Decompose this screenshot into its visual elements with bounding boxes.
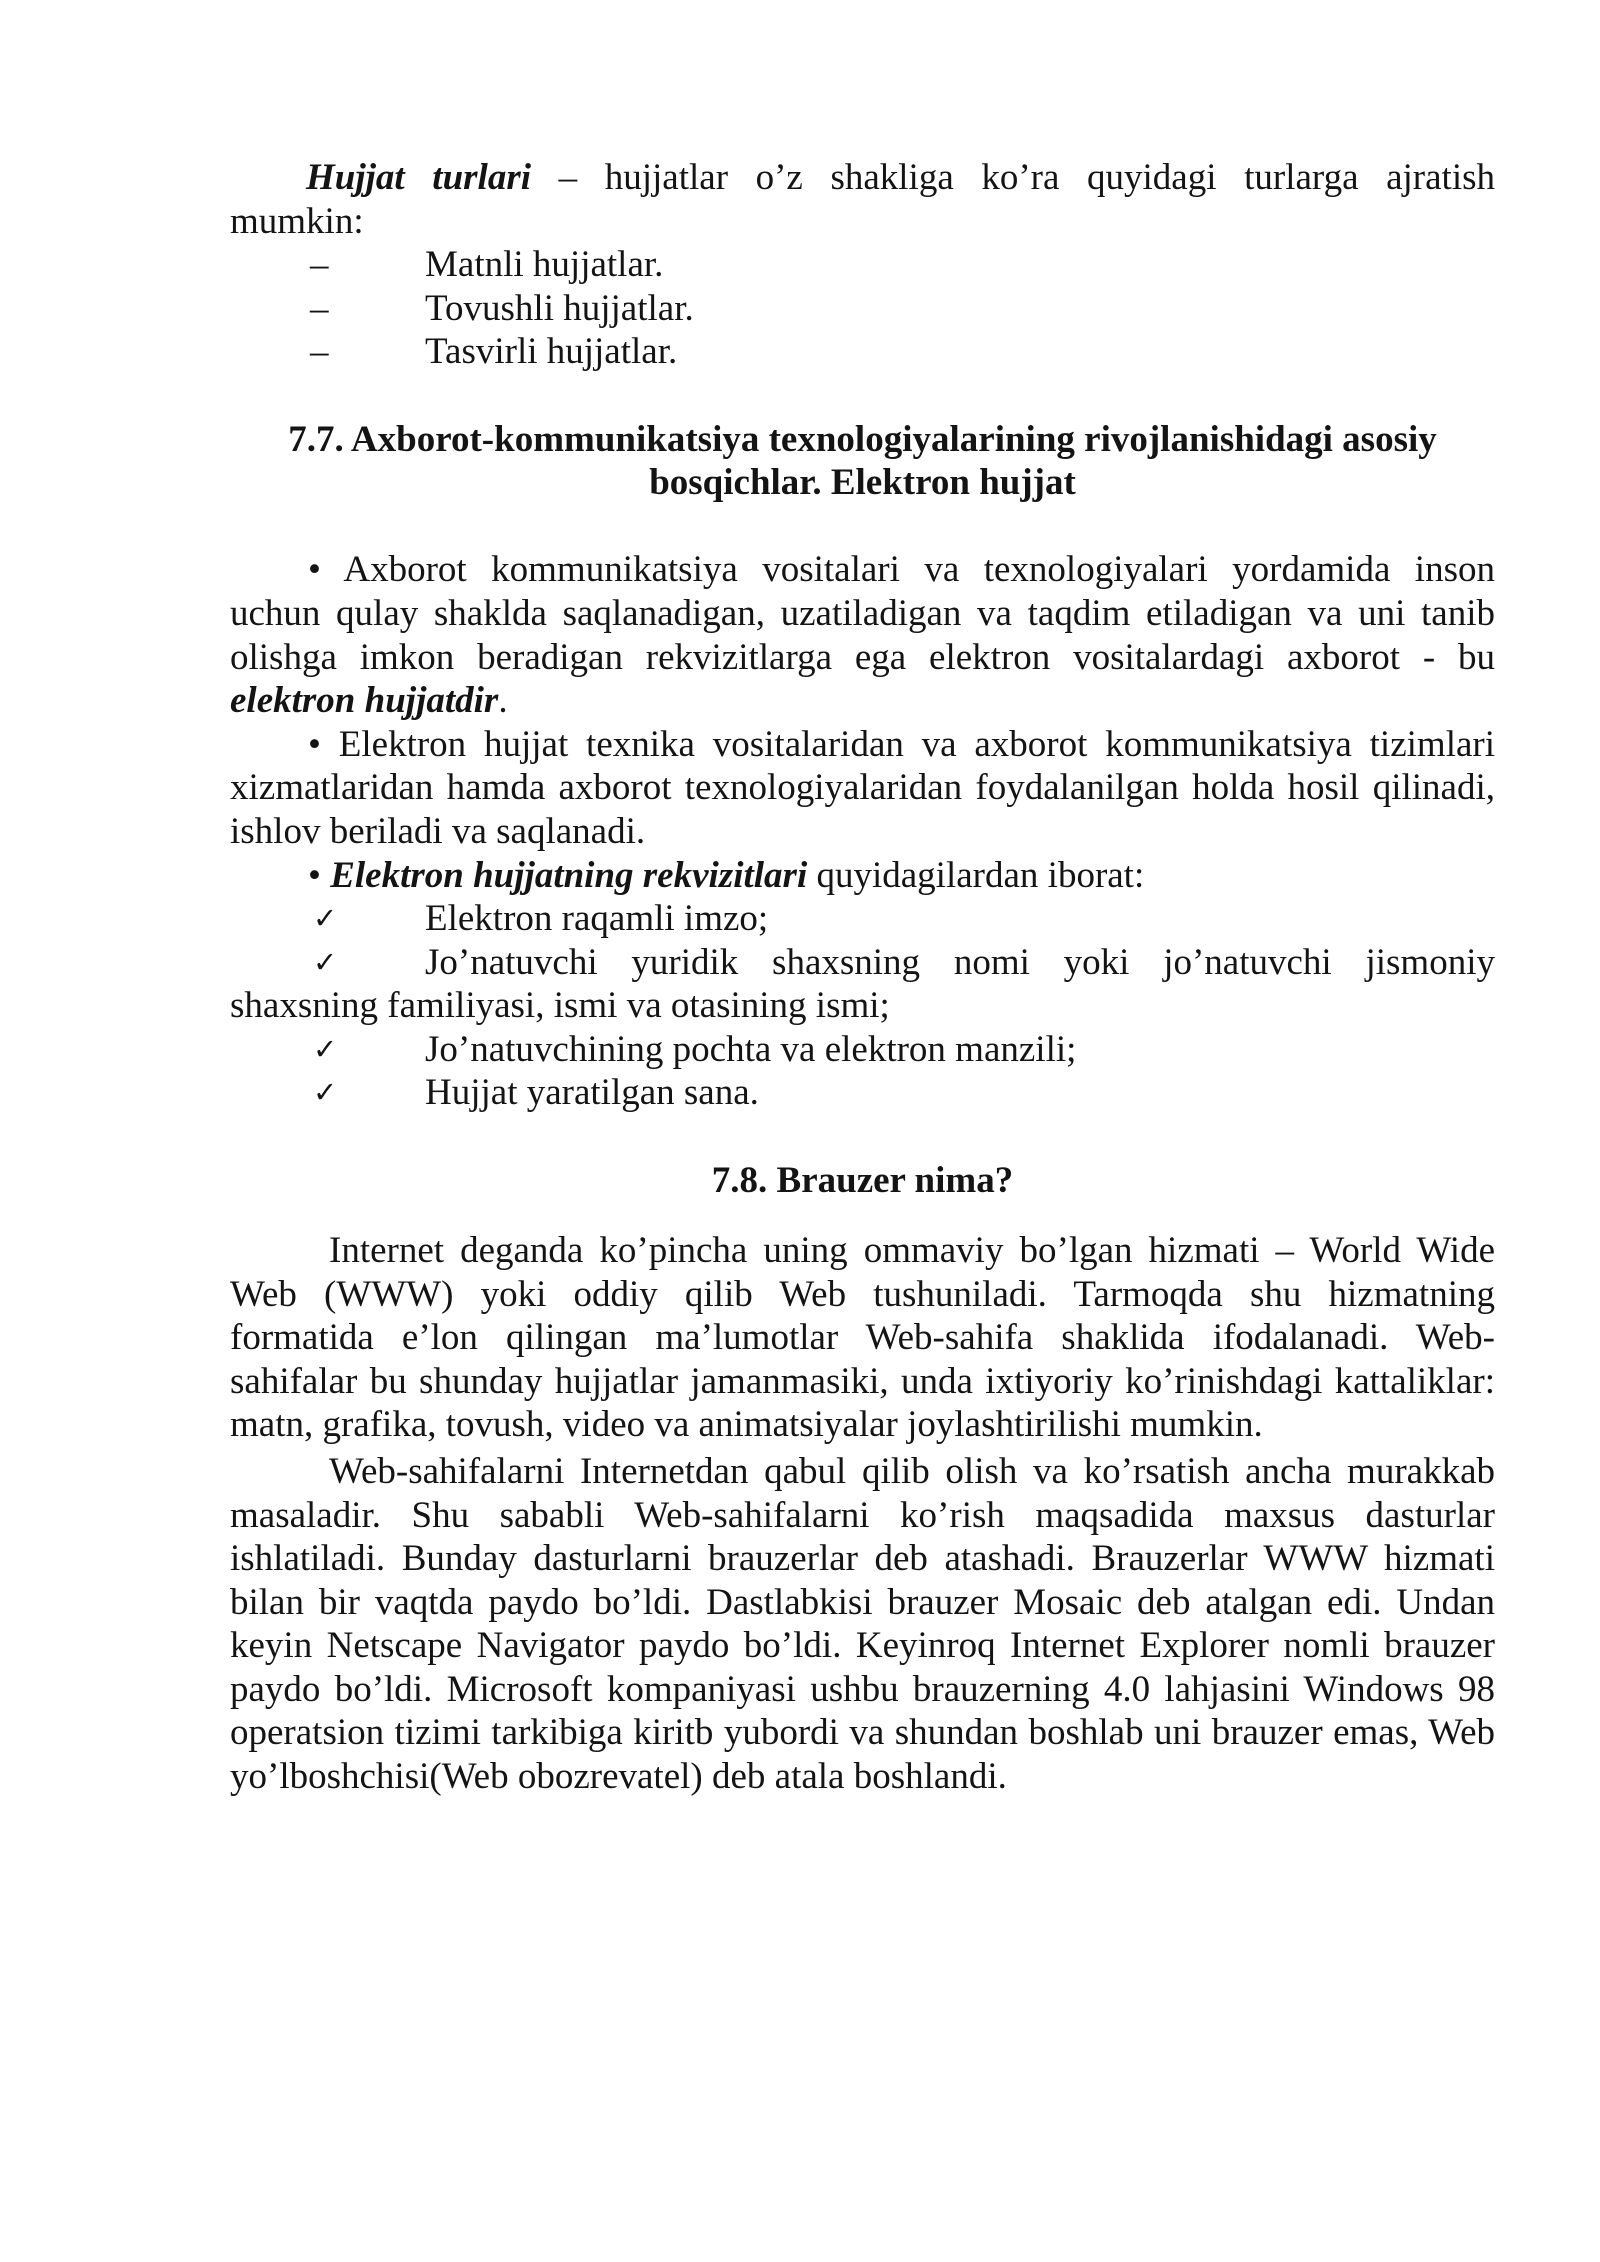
bullet-marker: • (308, 723, 321, 765)
spacer (230, 1202, 1495, 1229)
paragraph-line: uchun qulay shaklda saqlanadigan, uzatiladigan va taqdim etiladigan va uni tanib (230, 592, 1495, 634)
blank-line (230, 505, 1495, 549)
paragraph-text: Axborot kommunikatsiya vositalari va texnologiyalari yordamida inson (343, 549, 1495, 591)
types-intro-line (230, 200, 1495, 244)
list-item-text: Jo’natuvchining pochta va elektron manzili; (425, 1028, 1077, 1070)
types-intro-text: mumkin: (230, 200, 364, 242)
paragraph-line: xizmatlaridan hamda axborot texnologiyalaridan foydalanilgan holda hosil qilinadi, (230, 767, 1495, 809)
paragraph-line (230, 679, 1495, 723)
bullet-marker: • (308, 549, 321, 591)
paragraph-line: operatsion tizimi tarkibiga kiritb yubordi va shundan boshlab uni brauzer emas, Web (230, 1712, 1495, 1754)
list-item (230, 1071, 1495, 1115)
section-heading-7-7: bosqichlar. Elektron hujjat (649, 462, 1076, 504)
paragraph-line: Web-sahifalarni Internetdan qabul qilib olish va ko’rsatish ancha murakkab (329, 1450, 1495, 1492)
section-heading-7-8: 7.8. Brauzer nima? (711, 1159, 1014, 1201)
paragraph-line: matn, grafika, tovush, video va animatsiyalar joylashtirilishi mumkin. (230, 1404, 1263, 1446)
paragraph-line: paydo bo’ldi. Microsoft kompaniyasi ushbu brauzerning 4.0 lahjasini Windows 98 (230, 1668, 1495, 1710)
list-item-text: Matnli hujjatlar. (425, 244, 664, 286)
list-item (230, 1028, 1495, 1072)
section-heading-7-7: 7.7. Axborot-kommunikatsiya texnologiyalarining rivojlanishidagi asosiy (288, 418, 1437, 460)
list-item-text: Elektron raqamli imzo; (425, 898, 769, 940)
term-elektron-hujjatdir: elektron hujjatdir (230, 680, 499, 722)
term-elektron-hujjatning-rekvizitlari: Elektron hujjatning rekvizitlari (330, 854, 808, 896)
page-body (230, 156, 1495, 1799)
paragraph-line: yo’lboshchisi(Web obozrevatel) deb atala boshlandi. (230, 1756, 1007, 1798)
list-item (230, 941, 1495, 985)
paragraph-line: bilan bir vaqtda paydo bo’ldi. Dastlabkisi brauzer Mosaic deb atalgan edi. Undan (230, 1581, 1495, 1623)
dash-marker: – (310, 331, 329, 373)
bullet-marker: • (308, 854, 321, 896)
paragraph-text: . (498, 680, 508, 722)
list-item (230, 897, 1495, 941)
dash-marker: – (310, 244, 329, 286)
list-item (230, 330, 1495, 374)
dash-marker: – (310, 287, 329, 329)
types-intro-text: – hujjatlar o’z shakliga ko’ra quyidagi turlarga ajratish (558, 157, 1495, 198)
paragraph-line: Internet deganda ko’pincha uning ommaviy bo’lgan hizmati – World Wide (329, 1229, 1495, 1271)
list-item-text: Hujjat yaratilgan sana. (425, 1072, 759, 1114)
list-item-continuation: shaxsning familiyasi, ismi va otasining ismi; (230, 985, 890, 1027)
list-item (230, 243, 1495, 287)
paragraph-line: olishga imkon beradigan rekvizitlarga ega elektron vositalardagi axborot - bu (230, 636, 1495, 678)
paragraph-text: Elektron hujjat texnika vositalaridan va axborot kommunikatsiya tizimlari (338, 723, 1495, 765)
paragraph-line: keyin Netscape Navigator paydo bo’ldi. Keyinroq Internet Explorer nomli brauzer (230, 1625, 1495, 1667)
blank-line (230, 374, 1495, 418)
paragraph-line: masaladir. Shu sababli Web-sahifalarni ko’rish maqsadida maxsus dasturlar (230, 1494, 1495, 1536)
paragraph-line (230, 723, 1495, 767)
list-item-text: Jo’natuvchi yuridik shaxsning nomi yoki jo’natuvchi jismoniy (425, 941, 1495, 983)
paragraph-line: sahifalar bu shunday hujjatlar jamanmasiki, unda ixtiyoriy ko’rinishdagi kattaliklar: (230, 1360, 1495, 1402)
paragraph-line (230, 854, 1495, 898)
list-item-text: Tasvirli hujjatlar. (425, 331, 678, 373)
term-hujjat-turlari: Hujjat turlari (306, 157, 532, 198)
paragraph-line: ishlatiladi. Bunday dasturlarni brauzerlar deb atashadi. Brauzerlar WWW hizmati (230, 1538, 1495, 1580)
paragraph-text: quyidagilardan iborat: (816, 854, 1145, 896)
types-intro-line (230, 156, 1495, 200)
list-item-text: Tovushli hujjatlar. (425, 287, 694, 329)
paragraph-line: ishlov beriladi va saqlanadi. (230, 810, 646, 852)
check-icon: ✓ (313, 1075, 338, 1110)
paragraph-line: formatida e’lon qilingan ma’lumotlar Web-sahifa shaklida ifodalanadi. Web- (230, 1317, 1495, 1359)
blank-line (230, 1115, 1495, 1159)
paragraph-line: Web (WWW) yoki oddiy qilib Web tushuniladi. Tarmoqda shu hizmatning (230, 1273, 1495, 1315)
check-icon: ✓ (313, 901, 338, 936)
list-item (230, 287, 1495, 331)
check-icon: ✓ (313, 1031, 338, 1066)
check-icon: ✓ (313, 944, 338, 979)
paragraph-line (230, 548, 1495, 592)
